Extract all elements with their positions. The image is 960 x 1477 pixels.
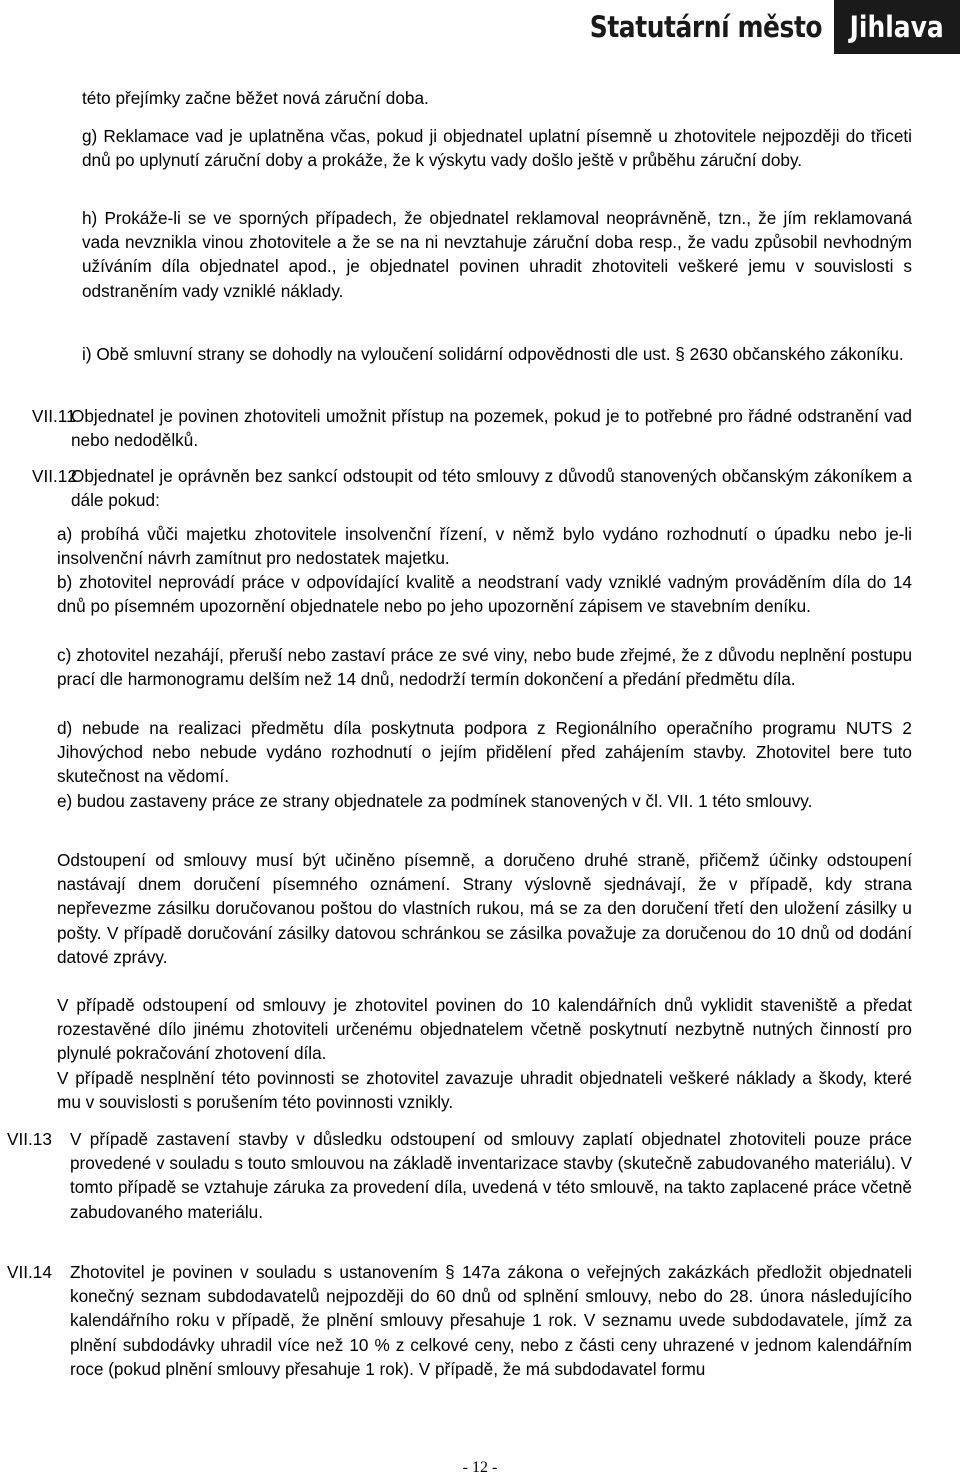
- logo-city-label: Statutární město: [589, 10, 822, 44]
- section-text: Zhotovitel je povinen v souladu s ustanovením § 147a zákona o veřejných zakázkách předložit objednateli konečný seznam subdodavatelů nejpozději do 60 dnů od splnění smlouvy, nebo do 28. února následujícího kalendářního roku v případě, že plnění smlouvy přesahuje 1 rok. V seznamu uvede subdodavatele, jímž za plnění subdodávky uhradil více než 10 % z celkové ceny, nebo z části ceny uhrazené v jednom kalendářním roce (pokud plnění smlouvy přesahuje 1 rok). V případě, že má subdodavatel formu: [70, 1262, 912, 1379]
- list-item-e: e) budou zastaveny práce ze strany objednatele za podmínek stanovených v čl. VII. 1 této smlouvy.: [57, 791, 813, 811]
- logo-city-name: Jihlava: [834, 0, 960, 54]
- paragraph-withdrawal: Odstoupení od smlouvy musí být učiněno písemně, a doručeno druhé straně, přičemž účinky odstoupení nastávají dnem doručení písemného oznámení. Strany výslovně sjednávají, že v případě, kdy strana nepřevezme zásilku doručovanou poštou do vlastních rukou, má se za den doručení třetí den uložení zásilky u pošty. V případě doručování zásilky datovou schránkou se zásilka považuje za doručenou do 10 dnů od dodání datové zprávy.: [57, 850, 912, 967]
- paragraph-i: i) Obě smluvní strany se dohodly na vyloučení solidární odpovědnosti dle ust. § 2630 občanského zákoníku.: [82, 344, 904, 364]
- list-item-c: c) zhotovitel nezahájí, přeruší nebo zastaví práce ze své viny, nebo bude zřejmé, že z důvodu neplnění postupu prací dle harmonogramu delším než 14 dnů, nedodrží termín dokončení a předání předmětu díla.: [57, 645, 912, 690]
- paragraph-g: g) Reklamace vad je uplatněna včas, pokud ji objednatel uplatní písemně u zhotovitele nejpozději do třiceti dnů po uplynutí záruční doby a prokáže, že k výskytu vady došlo ještě v průběhu záruční doby.: [82, 126, 912, 171]
- header-logo: [550, 0, 960, 54]
- section-number: VII.11: [32, 406, 76, 426]
- paragraph-withdrawal-site: V případě odstoupení od smlouvy je zhotovitel povinen do 10 kalendářních dnů vyklidit staveniště a předat rozestavěné dílo jinému zhotoviteli určenému objednatelem včetně poskytnutí nezbytně nutných činností pro plynulé pokračování zhotovení díla.: [57, 995, 912, 1064]
- paragraph-continuation: této přejímky začne běžet nová záruční doba.: [82, 88, 429, 108]
- section-text: V případě zastavení stavby v důsledku odstoupení od smlouvy zaplatí objednatel zhotoviteli pouze práce provedené v souladu s touto smlouvou na základě inventarizace stavby (skutečně zabudovaného materiálu). V tomto případě se vztahuje záruka za provedení díla, uvedená v této smlouvě, na takto zaplacené práce včetně zabudovaného materiálu.: [70, 1129, 912, 1222]
- section-number: VII.14: [7, 1262, 52, 1282]
- page-number: - 12 -: [462, 1459, 498, 1476]
- list-item-a: a) probíhá vůči majetku zhotovitele insolvenční řízení, v němž bylo vydáno rozhodnutí o úpadku nebo je-li insolvenční návrh zamítnut pro nedostatek majetku.: [57, 524, 912, 569]
- section-text: Objednatel je povinen zhotoviteli umožnit přístup na pozemek, pokud je to potřebné pro řádné odstranění vad nebo nedodělků.: [71, 406, 912, 451]
- section-number: VII.12: [32, 466, 77, 486]
- paragraph-withdrawal-costs: V případě nesplnění této povinnosti se zhotovitel zavazuje uhradit objednateli veškeré náklady a škody, které mu v souvislosti s porušením této povinnosti vznikly.: [57, 1068, 912, 1113]
- section-text: Objednatel je oprávněn bez sankcí odstoupit od této smlouvy z důvodů stanovených občanským zákoníkem a dále pokud:: [71, 466, 912, 511]
- list-item-d: d) nebude na realizaci předmětu díla poskytnuta podpora z Regionálního operačního programu NUTS 2 Jihovýchod nebo nebude vydáno rozhodnutí o jejím přidělení před zahájením stavby. Zhotovitel bere tuto skutečnost na vědomí.: [57, 718, 912, 787]
- paragraph-h: h) Prokáže-li se ve sporných případech, že objednatel reklamoval neoprávněně, tzn., že jím reklamovaná vada nevznikla vinou zhotovitele a že se na ni nevztahuje záruční doba resp., že vadu způsobil nevhodným užíváním díla objednatel apod., je objednatel povinen uhradit zhotoviteli veškeré jemu v souvislosti s odstraněním vady vzniklé náklady.: [82, 208, 912, 301]
- section-number: VII.13: [7, 1129, 52, 1149]
- list-item-b: b) zhotovitel neprovádí práce v odpovídající kvalitě a neodstraní vady vzniklé vadným prováděním díla do 14 dnů po písemném upozornění objednatele nebo po jeho upozornění zápisem ve stavebním deníku.: [57, 572, 912, 617]
